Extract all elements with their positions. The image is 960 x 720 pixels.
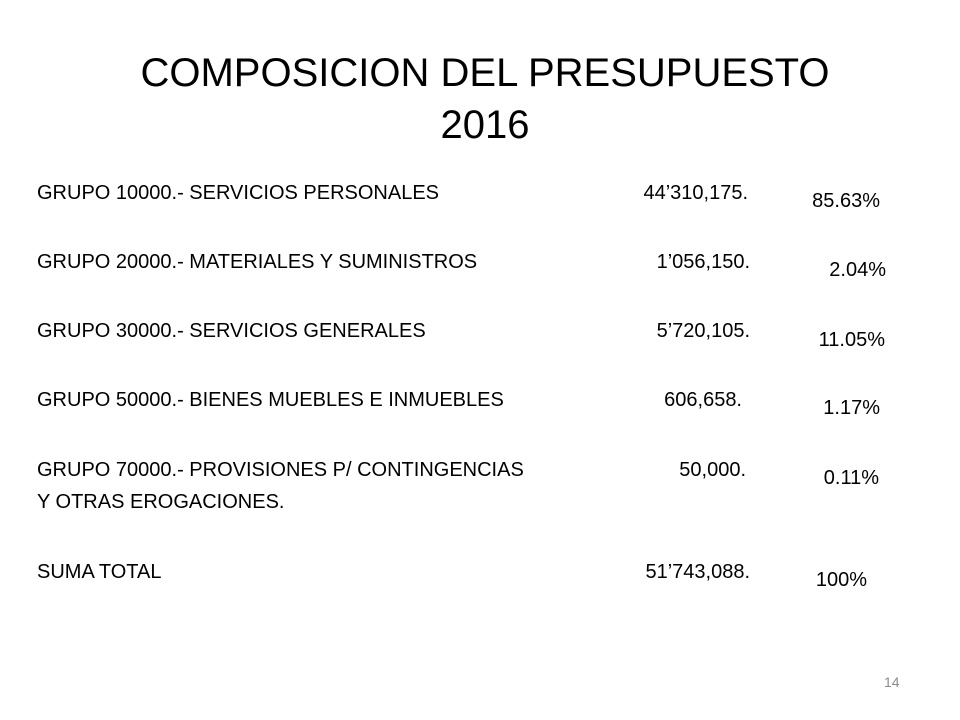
row-amount-10000: 44’310,175. bbox=[643, 182, 748, 204]
row-label-30000: GRUPO 30000.- SERVICIOS GENERALES bbox=[37, 320, 426, 342]
total-amount: 51’743,088. bbox=[645, 561, 750, 583]
row-label-70000: GRUPO 70000.- PROVISIONES P/ CONTINGENCIAS bbox=[37, 459, 524, 481]
row-amount-50000: 606,658. bbox=[664, 389, 742, 411]
row-label-10000: GRUPO 10000.- SERVICIOS PERSONALES bbox=[37, 182, 440, 204]
row-label-20000: GRUPO 20000.- MATERIALES Y SUMINISTROS bbox=[37, 251, 478, 273]
total-percent: 100% bbox=[815, 569, 867, 591]
row-percent-30000: 11.05% bbox=[818, 329, 885, 351]
total-label: SUMA TOTAL bbox=[37, 561, 162, 583]
row-amount-20000: 1’056,150. bbox=[656, 251, 750, 273]
title-line-2: 2016 bbox=[440, 102, 530, 147]
page-number: 14 bbox=[884, 674, 900, 690]
row-amount-30000: 5’720,105. bbox=[656, 320, 750, 342]
row-percent-70000: 0.11% bbox=[823, 467, 879, 489]
row-percent-50000: 1.17% bbox=[823, 397, 880, 419]
row-percent-20000: 2.04% bbox=[829, 259, 886, 281]
row-label-70000-cont: Y OTRAS EROGACIONES. bbox=[37, 491, 285, 513]
row-label-50000: GRUPO 50000.- BIENES MUEBLES E INMUEBLES bbox=[37, 389, 504, 411]
slide-title bbox=[0, 47, 960, 151]
row-percent-10000: 85.63% bbox=[812, 190, 880, 212]
row-amount-70000: 50,000. bbox=[679, 459, 746, 481]
title-line-1: COMPOSICION DEL PRESUPUESTO bbox=[140, 50, 830, 95]
